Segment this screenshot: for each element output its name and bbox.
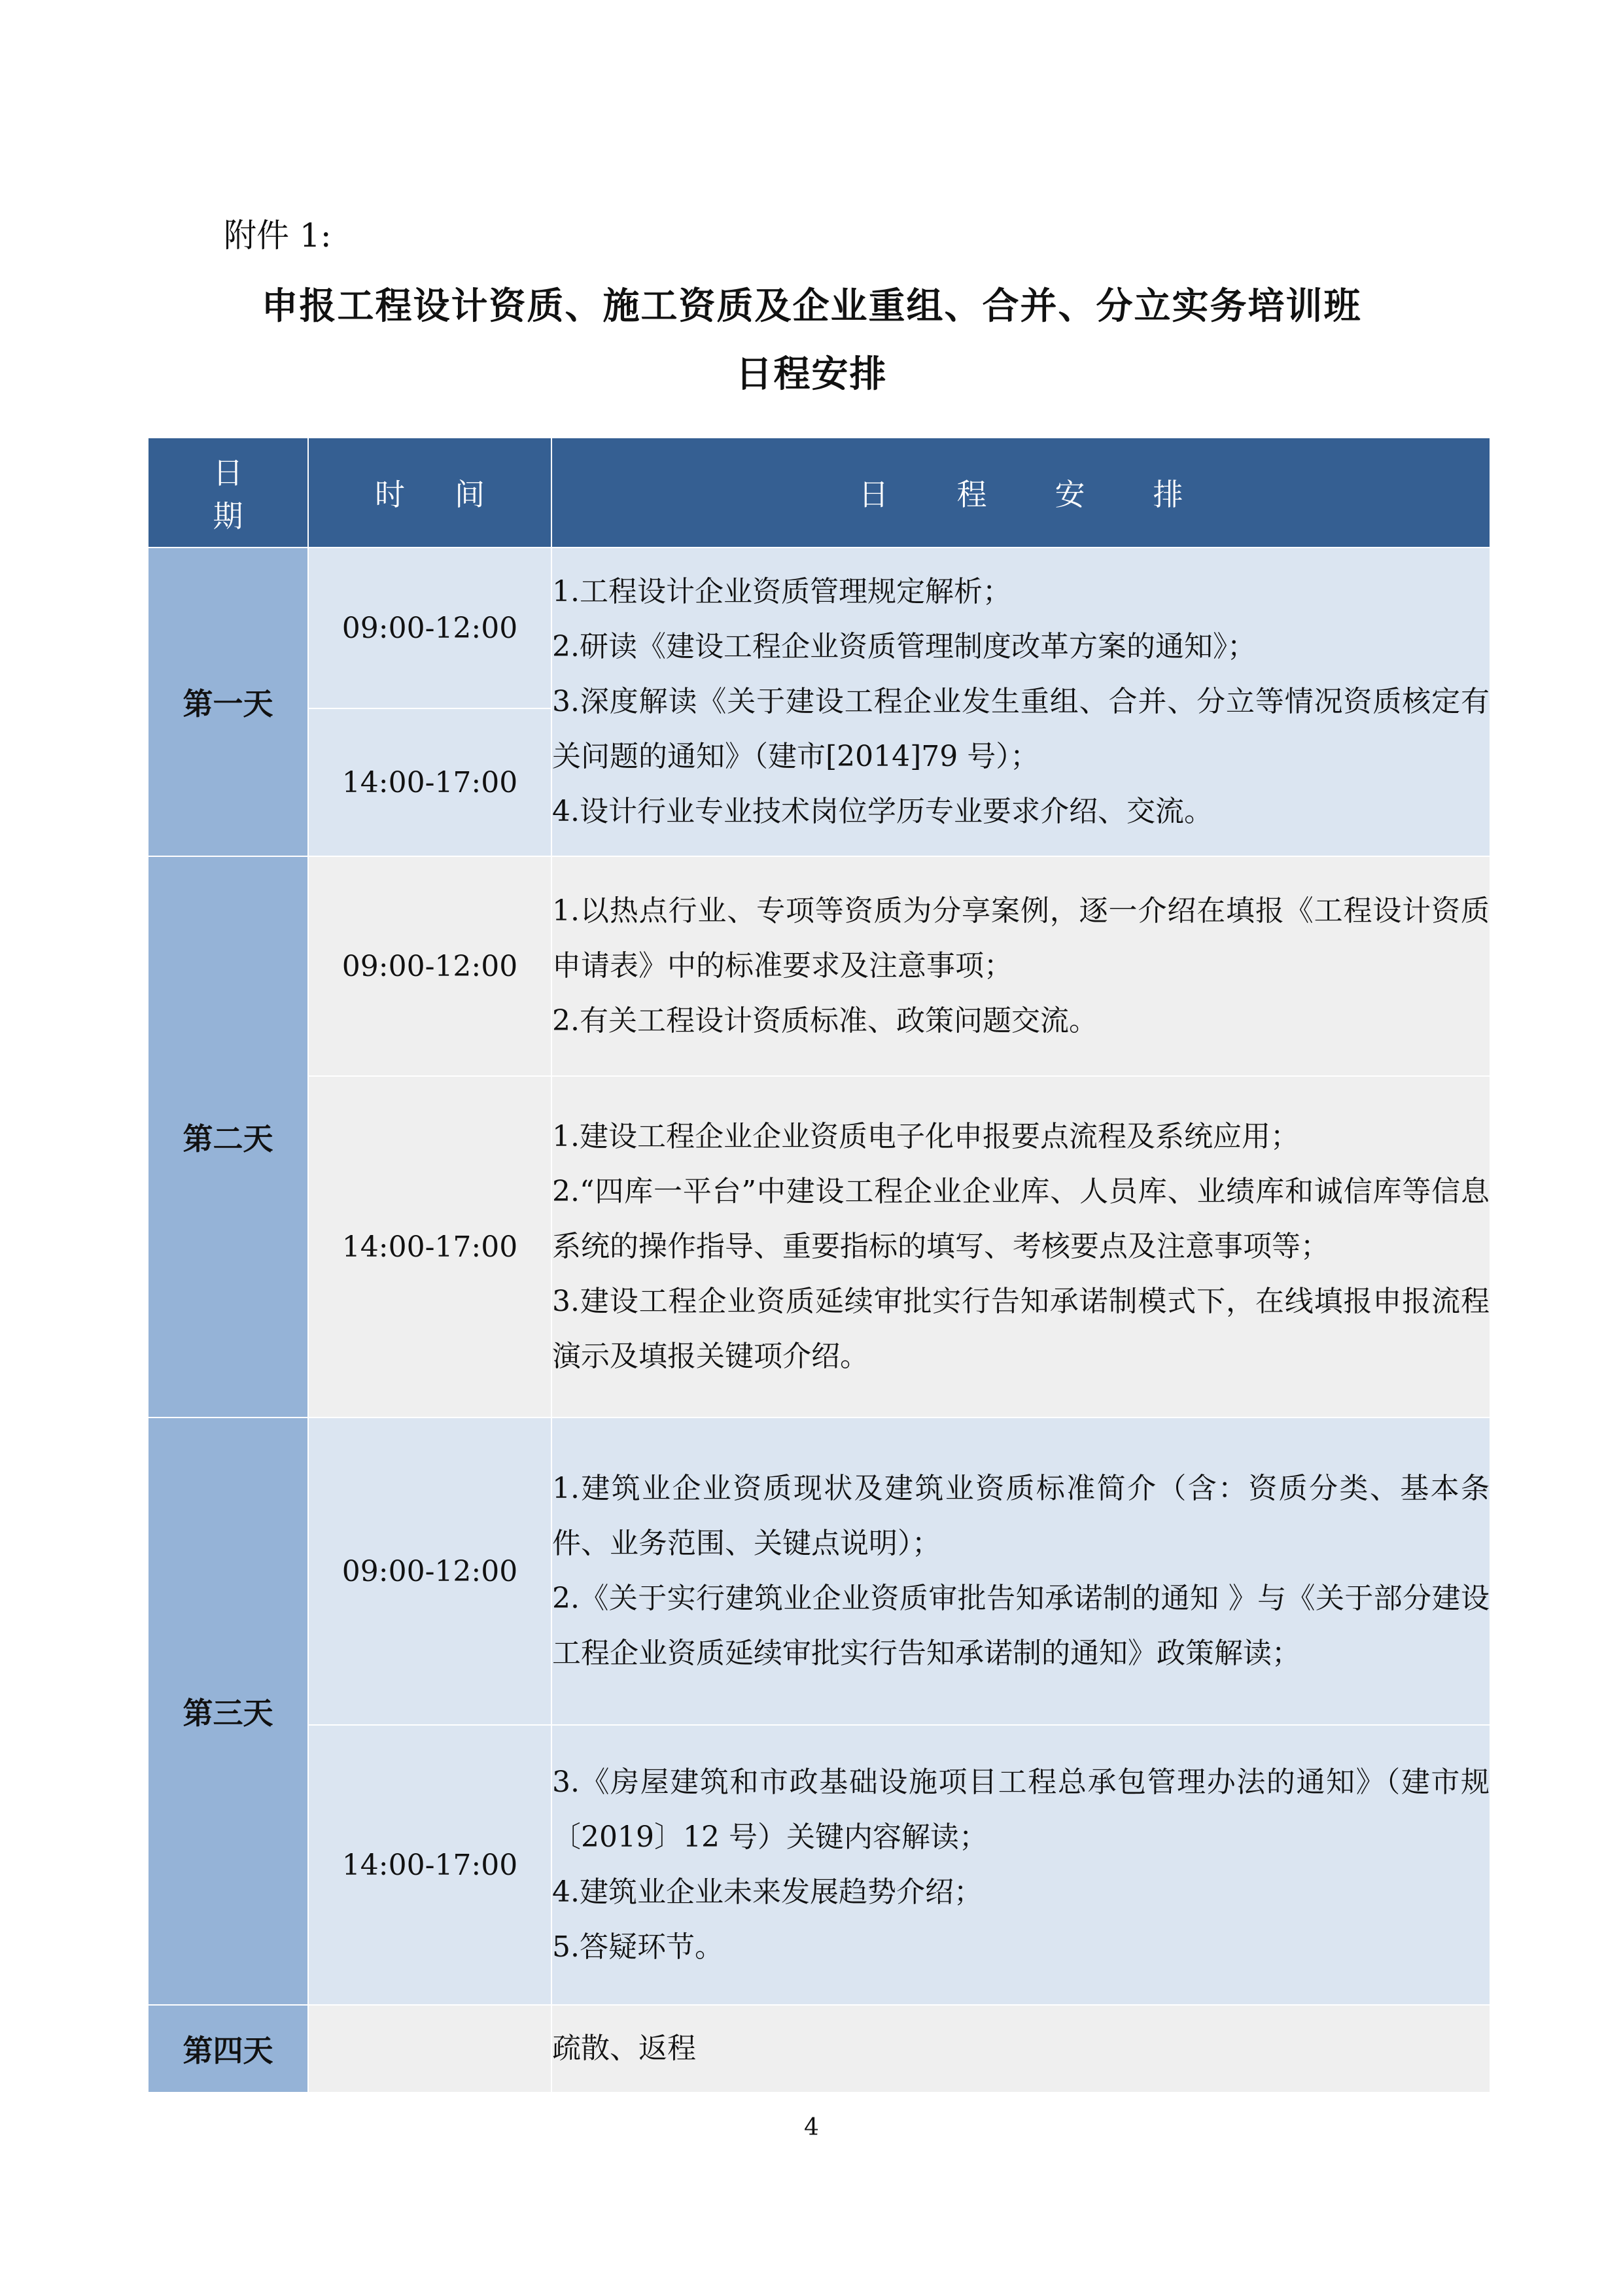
list-item: 4.建筑业企业未来发展趋势介绍； xyxy=(552,1875,983,1909)
schedule-content xyxy=(551,548,1490,856)
schedule-content: 疏散、返程 xyxy=(551,2005,1490,2093)
header-schedule: 日程安排 xyxy=(551,438,1490,548)
time-cell xyxy=(308,2005,551,2093)
schedule-table xyxy=(147,437,1491,2093)
document-subtitle: 日程安排 xyxy=(735,353,888,396)
time-cell: 09:00-12:00 xyxy=(308,856,551,1076)
list-item: 5.答疑环节。 xyxy=(552,1930,724,1964)
day-cell: 第二天 xyxy=(148,856,308,1418)
list-item: 1.建设工程企业企业资质电子化申报要点流程及系统应用； xyxy=(552,1120,1299,1153)
list-item: 2.“四库一平台”中建设工程企业企业库、人员库、业绩库和诚信库等信息系统的操作指导、重要指标的填写、考核要点及注意事项等； xyxy=(552,1175,1490,1263)
day-cell: 第四天 xyxy=(148,2005,308,2093)
list-item: 1.工程设计企业资质管理规定解析； xyxy=(552,575,1011,608)
list-item: 4.设计行业专业技术岗位学历专业要求介绍、交流。 xyxy=(552,795,1213,828)
time-cell: 14:00-17:00 xyxy=(308,1725,551,2005)
schedule-content xyxy=(551,856,1490,1076)
page-number: 4 xyxy=(804,2114,819,2141)
document-title: 申报工程设计资质、施工资质及企业重组、合并、分立实务培训班 xyxy=(261,285,1362,328)
list-item: 1.建筑业企业资质现状及建筑业资质标准简介（含：资质分类、基本条件、业务范围、关键点说明）； xyxy=(552,1472,1490,1560)
table-row xyxy=(148,1076,1490,1418)
list-item: 1.以热点行业、专项等资质为分享案例，逐一介绍在填报《工程设计资质申请表》中的标准要求及注意事项； xyxy=(552,894,1490,983)
table-header-row xyxy=(148,438,1490,548)
schedule-content xyxy=(551,1725,1490,2005)
day-cell: 第一天 xyxy=(148,548,308,856)
time-cell: 09:00-12:00 xyxy=(308,1418,551,1725)
attachment-label: 附件 1: xyxy=(224,217,332,254)
table-row xyxy=(148,1418,1490,1725)
time-cell: 14:00-17:00 xyxy=(308,1076,551,1418)
list-item: 2.《关于实行建筑业企业资质审批告知承诺制的通知 》与《关于部分建设工程企业资质延续审批实行告知承诺制的通知》政策解读； xyxy=(552,1582,1490,1670)
time-cell: 14:00-17:00 xyxy=(308,708,551,856)
schedule-content xyxy=(551,1418,1490,1725)
table-row xyxy=(148,2005,1490,2093)
header-date: 日期 xyxy=(148,438,308,548)
header-time: 时间 xyxy=(308,438,551,548)
list-item: 3.《房屋建筑和市政基础设施项目工程总承包管理办法的通知》（建市规〔2019〕12 号）关键内容解读； xyxy=(552,1765,1490,1854)
table-row xyxy=(148,1725,1490,2005)
schedule-content xyxy=(551,1076,1490,1418)
list-item: 3.建设工程企业资质延续审批实行告知承诺制模式下，在线填报申报流程演示及填报关键项介绍。 xyxy=(552,1285,1490,1373)
list-item: 2.研读《建设工程企业资质管理制度改革方案的通知》； xyxy=(552,630,1256,663)
time-cell: 09:00-12:00 xyxy=(308,548,551,708)
day-cell: 第三天 xyxy=(148,1418,308,2005)
table-row xyxy=(148,548,1490,708)
list-item: 3.深度解读《关于建设工程企业发生重组、合并、分立等情况资质核定有关问题的通知》（建市[2014]79 号）； xyxy=(552,685,1490,773)
table-row xyxy=(148,856,1490,1076)
list-item: 2.有关工程设计资质标准、政策问题交流。 xyxy=(552,1004,1098,1037)
